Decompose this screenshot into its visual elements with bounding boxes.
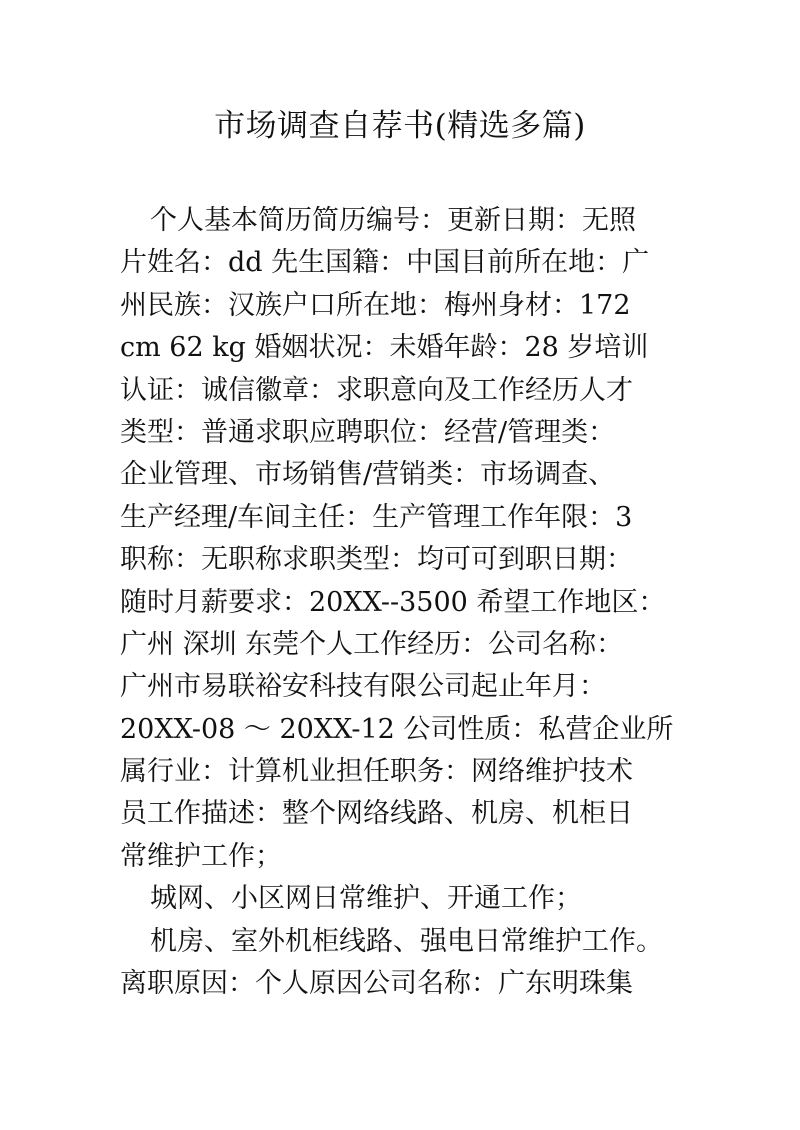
body-line: 广州 深圳 东莞个人工作经历：公司名称：	[120, 628, 624, 660]
body-line: 员工作描述：整个网络线路、机房、机柜日	[120, 798, 633, 830]
body-line: 机房、室外机柜线路、强电日常维护工作。	[150, 925, 663, 957]
body-line: 认证：诚信徽章：求职意向及工作经历人才	[120, 374, 633, 406]
document-title: 市场调查自荐书(精选多篇)	[214, 108, 586, 144]
body-line: 类型：普通求职应聘职位：经营/管理类：	[120, 416, 616, 448]
body-line: 离职原因：个人原因公司名称：广东明珠集	[120, 968, 633, 1000]
body-line: 随时月薪要求：20XX--3500 希望工作地区：	[120, 586, 666, 618]
body-line: cm 62 kg 婚姻状况：未婚年龄：28 岁培训	[120, 332, 649, 364]
body-line: 个人基本简历简历编号：更新日期：无照	[150, 205, 636, 236]
body-line: 常维护工作；	[120, 840, 282, 872]
body-line: 职称：无职称求职类型：均可可到职日期：	[120, 544, 633, 576]
body-line: 城网、小区网日常维护、开通工作；	[150, 883, 582, 915]
body-line: 广州市易联裕安科技有限公司起止年月：	[120, 671, 606, 703]
body-line: 州民族：汉族户口所在地：梅州身材：172	[120, 289, 631, 321]
body-line: 企业管理、市场销售/营销类：市场调查、	[120, 459, 616, 491]
body-line: 生产经理/车间主任：生产管理工作年限：3	[120, 501, 633, 533]
body-line: 属行业：计算机业担任职务：网络维护技术	[120, 756, 633, 788]
document-body	[120, 200, 685, 1005]
body-line: 20XX-08 ～ 20XX-12 公司性质：私营企业所	[120, 713, 674, 745]
body-line: 片姓名：dd 先生国籍：中国目前所在地：广	[120, 247, 650, 279]
